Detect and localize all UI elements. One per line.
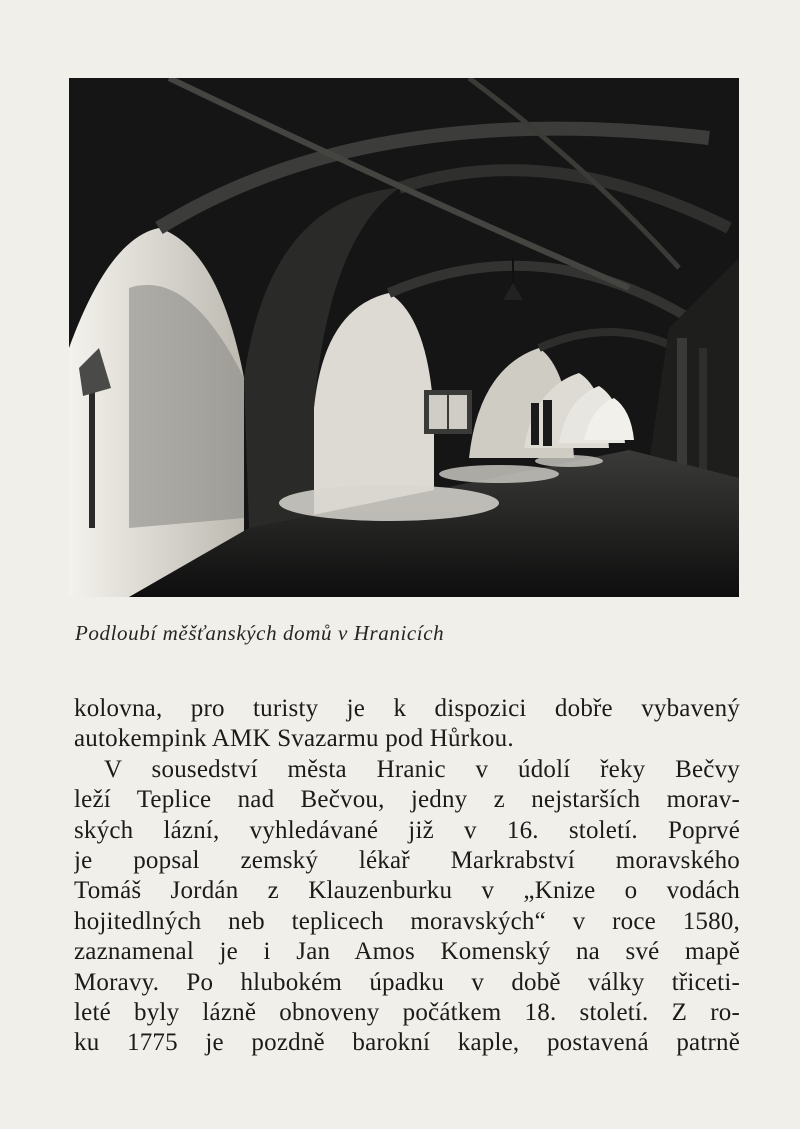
text-line: V sousedství města Hranic v údolí řeky Bečvy <box>104 755 740 783</box>
text-line: zaznamenal je i Jan Amos Komenský na své mapě <box>74 938 740 966</box>
text-line: Tomáš Jordán z Klauzenburku v „Knize o vodách <box>74 877 740 905</box>
text-line: autokempink AMK Svazarmu pod Hůrkou. <box>74 725 514 753</box>
body-text <box>74 694 740 1059</box>
text-line: Moravy. Po hlubokém úpadku v době války třiceti- <box>74 968 740 996</box>
text-line: ku 1775 je pozdně barokní kaple, postavená patrně <box>74 1029 740 1057</box>
text-line: ských lázní, vyhledávané již v 16. století. Poprvé <box>74 816 740 844</box>
photo-caption: Podloubí měšťanských domů v Hranicích <box>75 621 445 645</box>
arcade-photo <box>69 78 739 597</box>
text-line: hojitedlných neb teplicech moravských“ v roce 1580, <box>74 907 740 935</box>
text-line: leží Teplice nad Bečvou, jedny z nejstarších morav- <box>74 786 740 814</box>
text-line: leté byly lázně obnoveny počátkem 18. století. Z ro- <box>74 998 740 1026</box>
text-line: je popsal zemský lékař Markrabství moravského <box>74 846 740 874</box>
text-line: kolovna, pro turisty je k dispozici dobře vybavený <box>74 695 740 722</box>
arcade-vaults-illustration <box>69 78 739 597</box>
